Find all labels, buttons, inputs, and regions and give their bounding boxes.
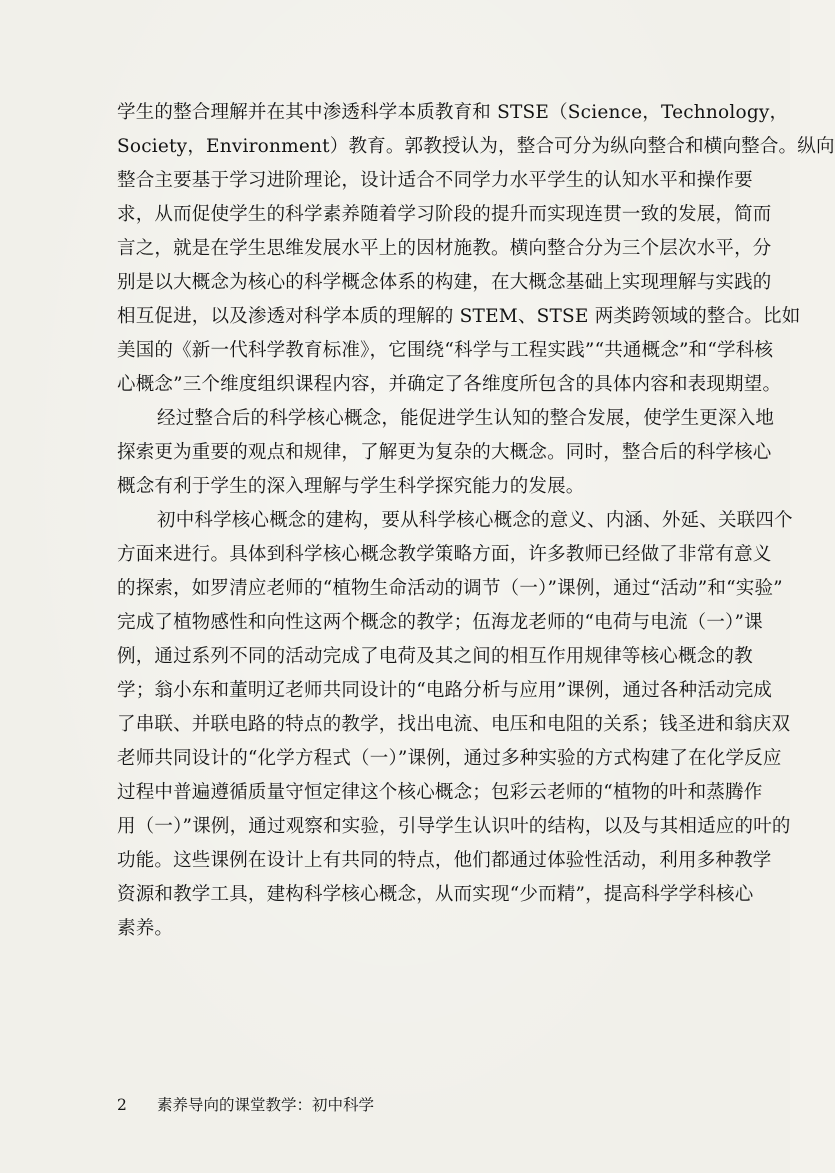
text-line: Society，Environment）教育。郭教授认为，整合可分为纵向整合和横向整合。纵向 bbox=[117, 136, 835, 157]
text-line: 完成了植物感性和向性这两个概念的教学；伍海龙老师的“电荷与电流（一）”课 bbox=[117, 612, 763, 633]
paragraph-1 bbox=[117, 96, 835, 402]
text-line: 学；翁小东和董明辽老师共同设计的“电路分析与应用”课例，通过各种活动完成 bbox=[117, 680, 773, 701]
text-line: 例，通过系列不同的活动完成了电荷及其之间的相互作用规律等核心概念的教 bbox=[117, 646, 753, 667]
text-line: 探索更为重要的观点和规律，了解更为复杂的大概念。同时，整合后的科学核心 bbox=[117, 442, 772, 463]
text-line: 学生的整合理解并在其中渗透科学本质教育和 STSE（Science，Technology， bbox=[117, 102, 789, 123]
text-line: 美国的《新一代科学教育标准》，它围绕“科学与工程实践”“共通概念”和“学科核 bbox=[117, 340, 774, 361]
text-line: 整合主要基于学习进阶理论，设计适合不同学力水平学生的认知水平和操作要 bbox=[117, 170, 753, 191]
text-line: 过程中普遍遵循质量守恒定律这个核心概念；包彩云老师的“植物的叶和蒸腾作 bbox=[117, 782, 763, 803]
text-line: 别是以大概念为核心的科学概念体系的构建，在大概念基础上实现理解与实践的 bbox=[117, 272, 772, 293]
page-number: 2 bbox=[117, 1096, 127, 1114]
paragraph-3 bbox=[117, 504, 793, 946]
text-line: 相互促进，以及渗透对科学本质的理解的 STEM、STSE 两类跨领域的整合。比如 bbox=[117, 306, 801, 327]
text-line: 概念有利于学生的深入理解与学生科学探究能力的发展。 bbox=[117, 476, 585, 497]
text-line: 经过整合后的科学核心概念，能促进学生认知的整合发展，使学生更深入地 bbox=[157, 408, 775, 429]
page-footer bbox=[117, 1092, 374, 1118]
text-line: 言之，就是在学生思维发展水平上的因材施教。横向整合分为三个层次水平，分 bbox=[117, 238, 772, 259]
text-line: 初中科学核心概念的建构，要从科学核心概念的意义、内涵、外延、关联四个 bbox=[157, 510, 793, 531]
book-title: 素养导向的课堂教学：初中科学 bbox=[157, 1096, 375, 1114]
text-line: 资源和教学工具，建构科学核心概念，从而实现“少而精”，提高科学学科核心 bbox=[117, 884, 754, 905]
text-line: 求，从而促使学生的科学素养随着学习阶段的提升而实现连贯一致的发展，简而 bbox=[117, 204, 772, 225]
text-line: 用（一）”课例，通过观察和实验，引导学生认识叶的结构，以及与其相适应的叶的 bbox=[117, 816, 791, 837]
text-line: 心概念”三个维度组织课程内容，并确定了各维度所包含的具体内容和表现期望。 bbox=[117, 374, 782, 395]
paragraph-2 bbox=[117, 402, 775, 504]
body-text bbox=[117, 96, 835, 946]
text-line: 了串联、并联电路的特点的教学，找出电流、电压和电阻的关系；钱圣进和翁庆双 bbox=[117, 714, 791, 735]
text-line: 老师共同设计的“化学方程式（一）”课例，通过多种实验的方式构建了在化学反应 bbox=[117, 748, 782, 769]
text-line: 功能。这些课例在设计上有共同的特点，他们都通过体验性活动，利用多种教学 bbox=[117, 850, 772, 871]
text-line: 的探索，如罗清应老师的“植物生命活动的调节（一）”课例，通过“活动”和“实验” bbox=[117, 578, 783, 599]
text-line: 方面来进行。具体到科学核心概念教学策略方面，许多教师已经做了非常有意义 bbox=[117, 544, 772, 565]
text-line: 素养。 bbox=[117, 918, 174, 939]
